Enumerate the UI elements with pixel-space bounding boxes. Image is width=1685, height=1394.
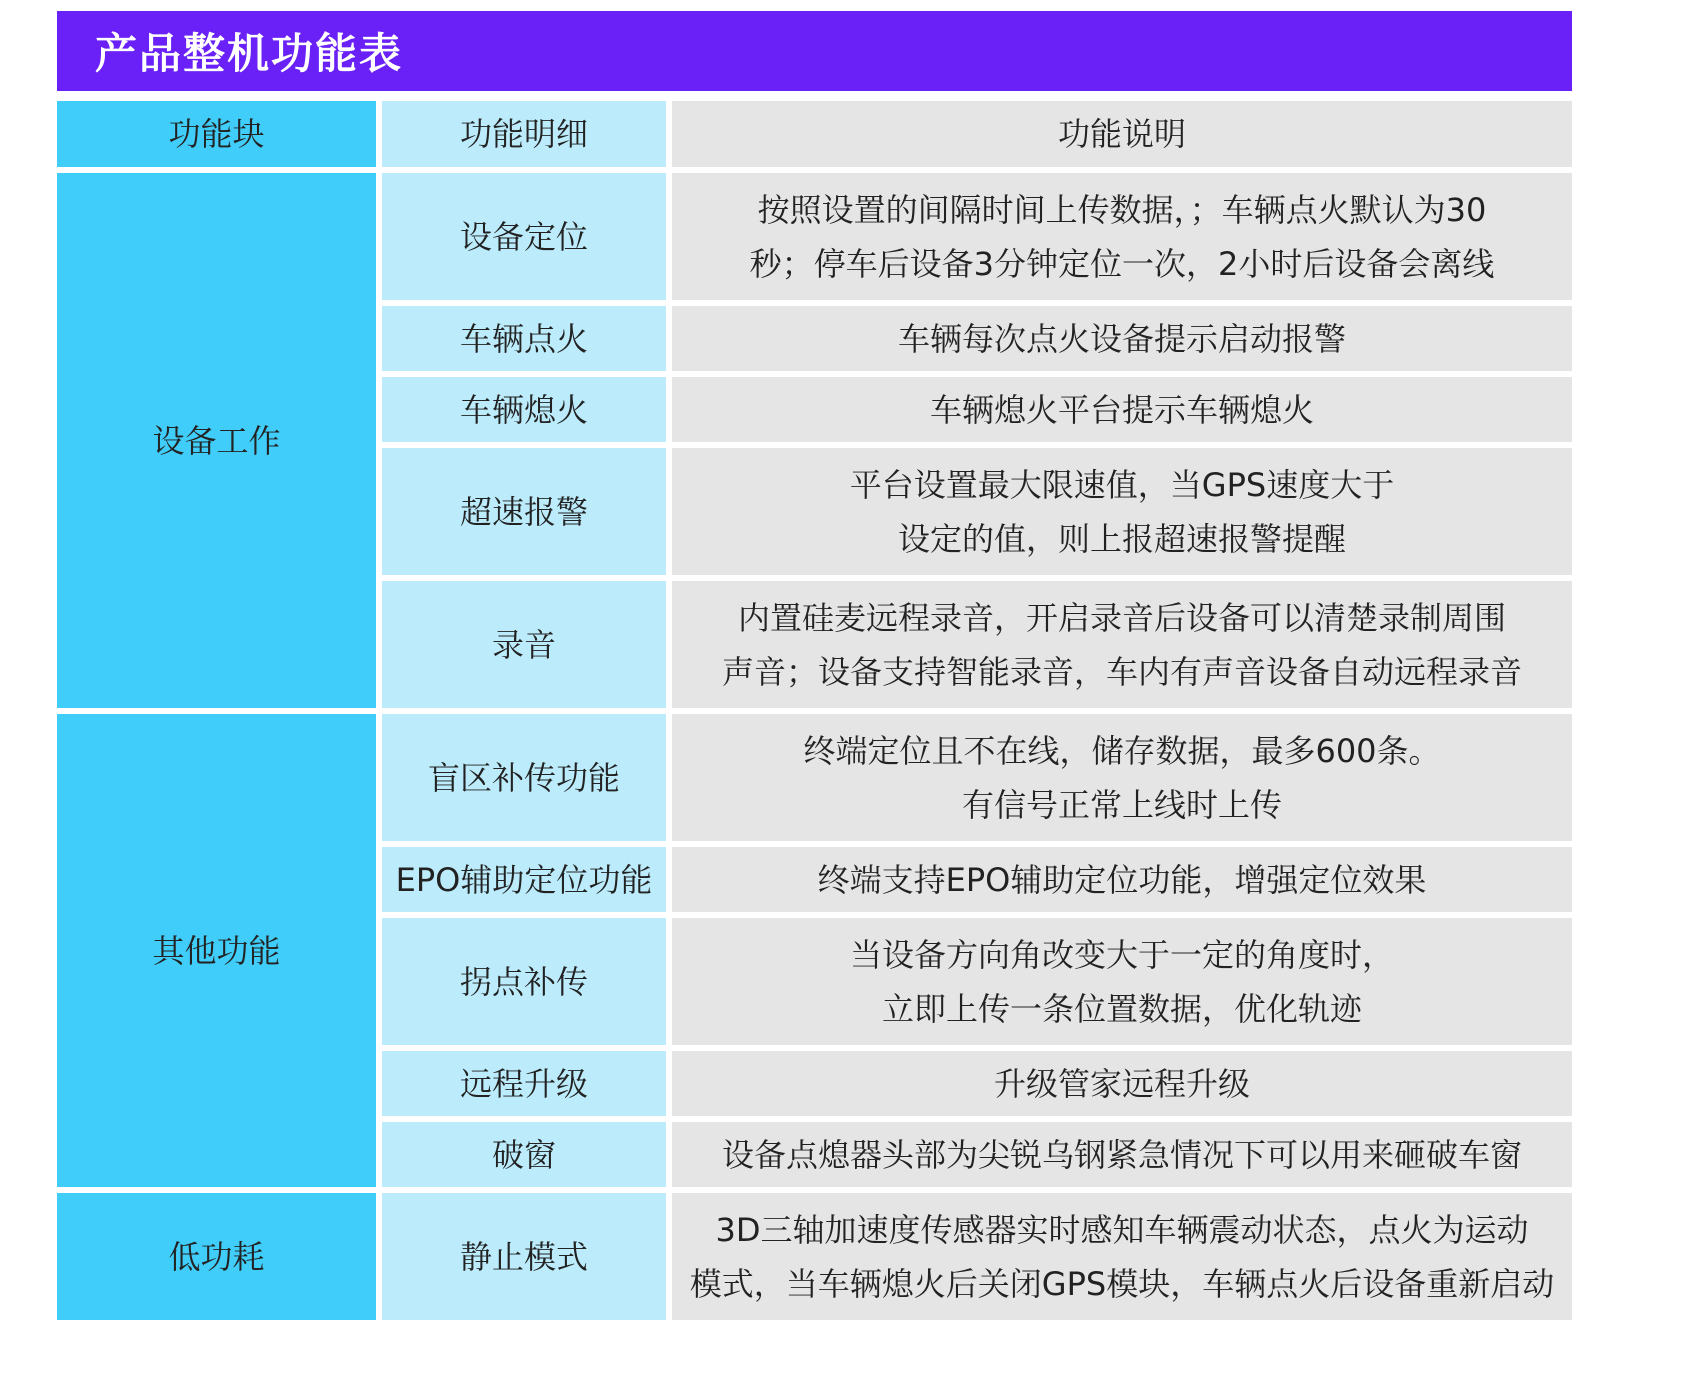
function-desc-text bbox=[722, 591, 1522, 699]
function-detail-cell: 拐点补传 bbox=[382, 918, 666, 1045]
function-desc-line: 声音；设备支持智能录音，车内有声音设备自动远程录音 bbox=[721, 652, 1522, 691]
function-detail-cell: 静止模式 bbox=[382, 1193, 666, 1320]
function-desc-cell bbox=[672, 173, 1572, 300]
function-desc-cell bbox=[672, 581, 1572, 708]
header-block: 功能块 bbox=[57, 101, 376, 167]
function-desc-line: 设定的值，则上报超速报警提醒 bbox=[897, 519, 1346, 558]
function-desc-cell bbox=[672, 1122, 1572, 1187]
page-title: 产品整机功能表 bbox=[95, 29, 404, 78]
function-table bbox=[57, 101, 1572, 1315]
function-block-cell: 低功耗 bbox=[57, 1193, 376, 1320]
function-detail-cell: 设备定位 bbox=[382, 173, 666, 300]
function-block-cell: 设备工作 bbox=[57, 173, 376, 708]
function-desc-text bbox=[850, 458, 1394, 566]
function-detail-cell: 盲区补传功能 bbox=[382, 714, 666, 841]
function-desc-cell bbox=[672, 847, 1572, 912]
function-detail-cell: 超速报警 bbox=[382, 448, 666, 575]
function-desc-line: 终端支持EPO辅助定位功能，增强定位效果 bbox=[817, 860, 1427, 899]
function-desc-text bbox=[750, 183, 1495, 291]
function-detail-cell: EPO辅助定位功能 bbox=[382, 847, 666, 912]
function-desc-line: 秒；停车后设备3分钟定位一次，2小时后设备会离线 bbox=[749, 244, 1495, 283]
function-desc-text bbox=[803, 724, 1440, 832]
function-desc-cell bbox=[672, 714, 1572, 841]
function-desc-line: 3D三轴加速度传感器实时感知车辆震动状态，点火为运动 bbox=[715, 1210, 1529, 1249]
function-desc-line: 升级管家远程升级 bbox=[993, 1064, 1250, 1103]
header-desc: 功能说明 bbox=[672, 101, 1572, 167]
function-desc-line: 当设备方向角改变大于一定的角度时， bbox=[849, 935, 1394, 974]
function-desc-cell bbox=[672, 377, 1572, 442]
function-desc-line: 车辆熄火平台提示车辆熄火 bbox=[929, 390, 1314, 429]
title-bar bbox=[57, 11, 1572, 91]
function-detail-cell: 远程升级 bbox=[382, 1051, 666, 1116]
function-desc-line: 按照设置的间隔时间上传数据，；车辆点火默认为30 bbox=[757, 190, 1487, 229]
function-desc-line: 设备点熄器头部为尖锐乌钢紧急情况下可以用来砸破车窗 bbox=[721, 1135, 1522, 1174]
function-detail-cell: 车辆熄火 bbox=[382, 377, 666, 442]
function-desc-line: 有信号正常上线时上传 bbox=[961, 785, 1282, 824]
function-desc-text bbox=[930, 383, 1314, 437]
function-desc-text bbox=[994, 1057, 1250, 1111]
function-detail-cell: 录音 bbox=[382, 581, 666, 708]
function-detail-cell: 车辆点火 bbox=[382, 306, 666, 371]
function-desc-text bbox=[898, 312, 1346, 366]
function-desc-text bbox=[818, 853, 1427, 907]
function-desc-line: 立即上传一条位置数据，优化轨迹 bbox=[881, 989, 1362, 1028]
function-desc-line: 终端定位且不在线，储存数据，最多600条。 bbox=[803, 731, 1441, 770]
function-desc-text bbox=[722, 1128, 1522, 1182]
function-desc-line: 内置硅麦远程录音，开启录音后设备可以清楚录制周围 bbox=[737, 598, 1506, 637]
header-detail: 功能明细 bbox=[382, 101, 666, 167]
function-detail-cell: 破窗 bbox=[382, 1122, 666, 1187]
function-desc-cell bbox=[672, 1193, 1572, 1320]
function-desc-cell bbox=[672, 1051, 1572, 1116]
function-desc-cell bbox=[672, 448, 1572, 575]
function-desc-line: 车辆每次点火设备提示启动报警 bbox=[897, 319, 1346, 358]
function-desc-text bbox=[690, 1203, 1554, 1311]
function-desc-cell bbox=[672, 918, 1572, 1045]
function-desc-line: 平台设置最大限速值，当GPS速度大于 bbox=[849, 465, 1395, 504]
function-desc-cell bbox=[672, 306, 1572, 371]
function-block-cell: 其他功能 bbox=[57, 714, 376, 1187]
function-desc-line: 模式，当车辆熄火后关闭GPS模块，车辆点火后设备重新启动 bbox=[689, 1264, 1555, 1303]
function-desc-text bbox=[850, 928, 1394, 1036]
